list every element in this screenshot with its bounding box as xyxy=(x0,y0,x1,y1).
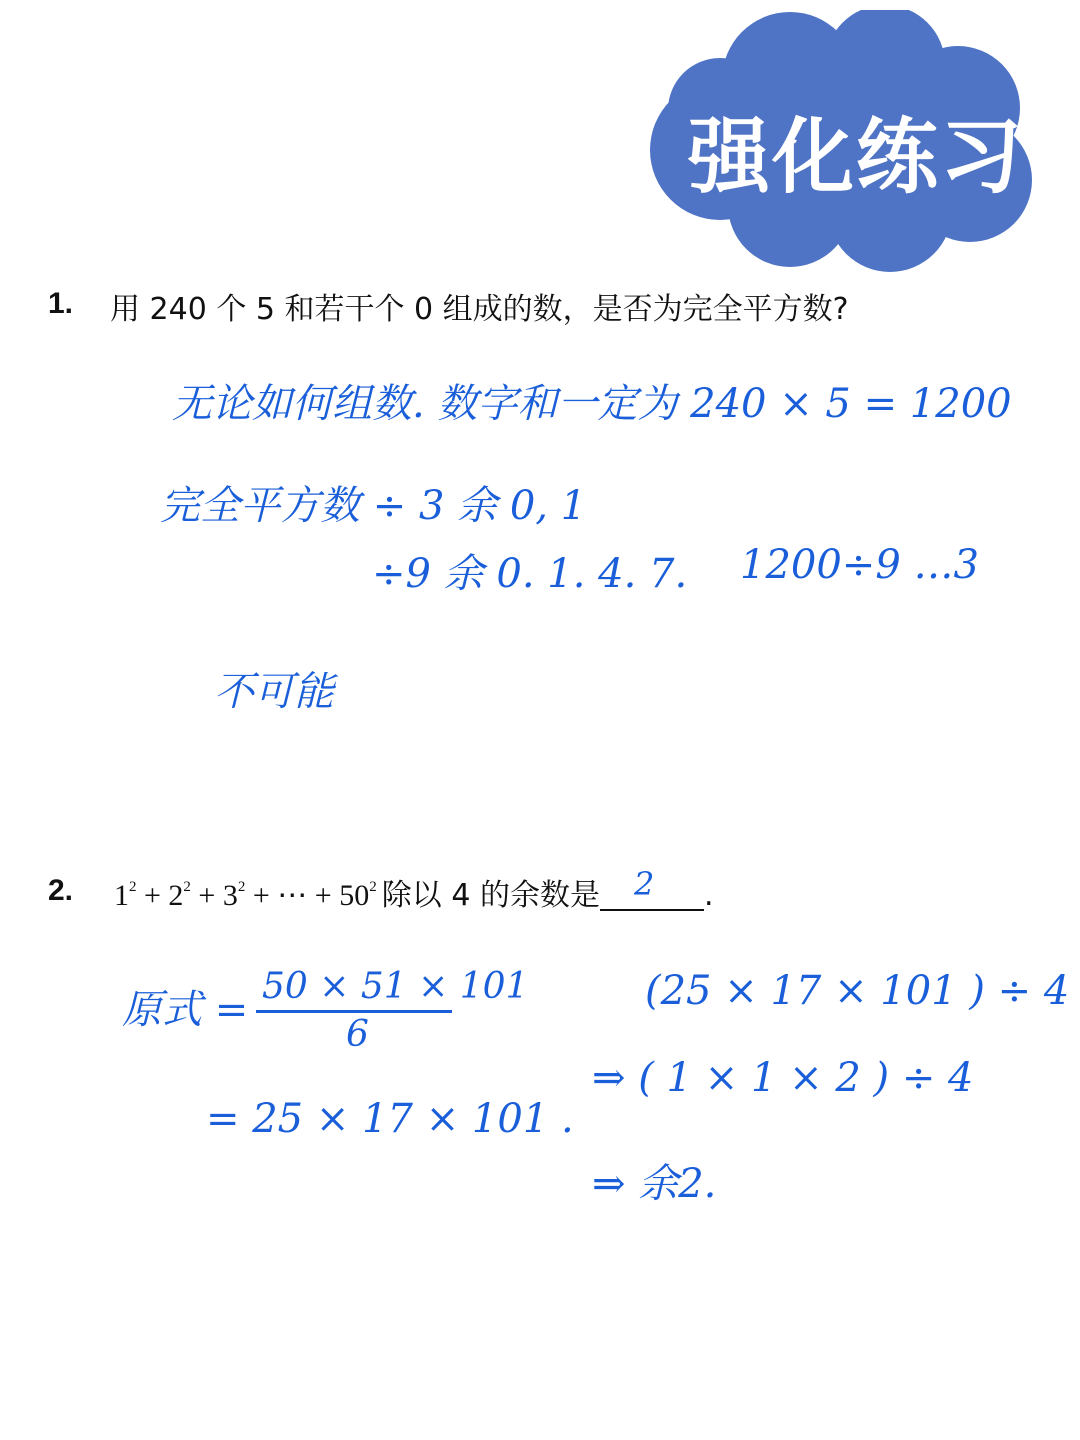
q1-hw-line-2: 完全平方数 ÷ 3 余 0, 1 xyxy=(160,483,587,529)
question-2-text: 除以 4 的余数是 xyxy=(381,878,600,913)
answer-value: 2 xyxy=(633,865,655,903)
q2-hw-fraction-numerator: 50 × 51 × 101 xyxy=(262,966,529,1007)
q2-hw-left-line-2: = 25 × 17 × 101 . xyxy=(206,1096,574,1142)
question-2-line xyxy=(114,865,714,914)
q2-hw-right-line-1: (25 × 17 × 101 ) ÷ 4 xyxy=(645,968,1070,1014)
question-2-number: 2. xyxy=(48,874,74,907)
q2-hw-right-line-2: ⇒ ( 1 × 1 × 2 ) ÷ 4 xyxy=(592,1055,974,1101)
badge-title: 强化练习 xyxy=(688,110,1025,205)
q2-hw-label: 原式 = xyxy=(122,987,249,1033)
q1-hw-line-3b: 1200÷9 …3 xyxy=(740,542,979,588)
question-1-text: 用 240 个 5 和若干个 0 组成的数，是否为完全平方数? xyxy=(110,292,849,327)
q2-hw-fraction-bar xyxy=(256,1010,452,1013)
question-1-number: 1. xyxy=(48,287,74,320)
q2-hw-right-line-3: ⇒ 余2. xyxy=(592,1161,717,1207)
q1-hw-line-1: 无论如何组数. 数字和一定为 240 × 5 = 1200 xyxy=(172,381,1012,427)
question-2-period: . xyxy=(703,878,714,913)
q1-hw-line-3a: ÷9 余 0. 1. 4. 7. xyxy=(372,551,688,597)
math-expression: $1^2 + 2^2 + 3^2$ + ⋯ + $50^2$ xyxy=(114,879,377,912)
q2-hw-fraction-denominator: 6 xyxy=(346,1014,369,1055)
answer-blank xyxy=(600,865,704,911)
q1-hw-conclusion: 不可能 xyxy=(214,669,334,715)
